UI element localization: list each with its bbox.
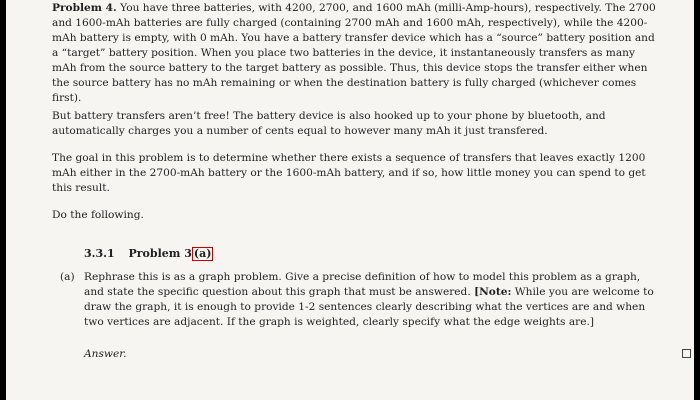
problem-heading: Problem 4.: [52, 2, 117, 14]
subsection-number: 3.3.1: [84, 247, 115, 260]
answer-label: Answer.: [84, 348, 127, 360]
problem-intro-text: You have three batteries, with 4200, 2700, and 1600 mAh (milli-Amp-hours), respectively. The 2700 and 1600-mAh batteries are fully charged (containing 2700 mAh and 1600 mAh, respectively), while the 4200-mAh battery is empty, with 0 mAh. You have a battery transfer device which has a “source” battery position and a “target” battery position. When you place two batteries in the device, it instantaneously transfers as many mAh from the source battery to the target battery as possible. Thus, this device stops the transfer either when the source battery has no mAh remaining or when the destination battery is fully charged (whichever comes first).: [52, 2, 656, 104]
note-label: [Note:: [474, 286, 512, 298]
document-page: [6, 0, 694, 400]
instruction-paragraph: Do the following.: [52, 209, 144, 221]
cost-paragraph: But battery transfers aren’t free! The battery device is also hooked up to your phone by bluetooth, and automatically charges you a number of cents equal to however many mAh it just transfered.: [52, 110, 606, 137]
note-text: While you are welcome to draw the graph, it is enough to provide 1-2 sentences clearly describing what the vertices are and when two vertices are adjacent. If the graph is weighted, clearly specify what the edge weights are.]: [84, 286, 654, 328]
goal-paragraph: The goal in this problem is to determine whether there exists a sequence of transfers that leaves exactly 1200 mAh either in the 2700-mAh battery or the 1600-mAh battery, and if so, how little money you can spend to get this result.: [52, 152, 646, 194]
problem-intro-paragraph: [52, 1, 656, 106]
list-item: [60, 270, 656, 330]
item-text: [84, 270, 656, 330]
item-question: Rephrase this is as a graph problem. Give a precise definition of how to model this problem as a graph, and state the specific question about this graph that must be answered.: [84, 271, 641, 298]
qed-box-icon: [682, 349, 691, 358]
item-label: (a): [60, 271, 75, 283]
subsection-title-link[interactable]: (a): [193, 247, 212, 260]
subsection-title: Problem 3: [128, 247, 192, 260]
subsection-heading: [84, 246, 213, 261]
